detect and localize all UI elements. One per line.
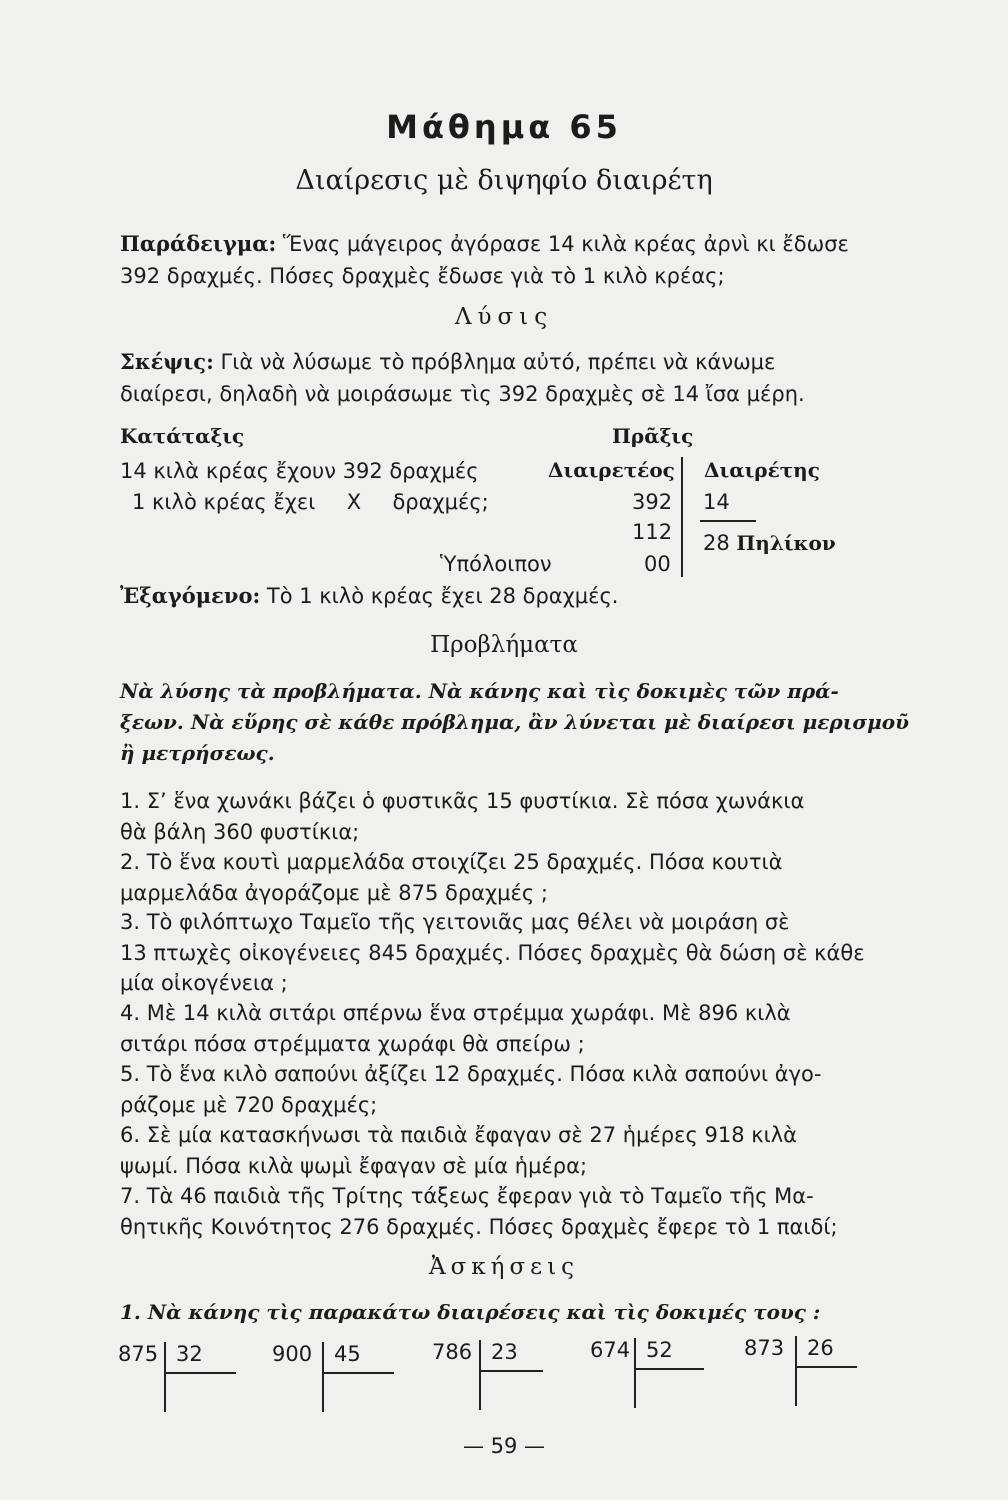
division-5-divisor: 26: [807, 1336, 834, 1360]
solution-heading: Λύσις: [454, 304, 554, 330]
operation-heading: Πρᾶξις: [612, 424, 694, 448]
lesson-title: Μάθημα 65: [386, 108, 622, 146]
instructions-line-3: ἢ μετρήσεως.: [120, 741, 275, 765]
division-1-dividend: 875: [118, 1342, 159, 1366]
problem-3-line-2: 13 πτωχὲς οἰκογένειες 845 δραχμές. Πόσες δραχμὲς θὰ δώση σὲ κάθε: [120, 941, 865, 965]
division-3-dividend: 786: [432, 1340, 473, 1364]
division-5-vertical-rule: [795, 1336, 797, 1406]
division-1-divisor: 32: [176, 1342, 203, 1366]
quotient-label: Πηλίκον: [736, 531, 836, 555]
division-4-underline: [634, 1368, 704, 1370]
problem-7-line-2: θητικῆς Κοινότητος 276 δραχμές. Πόσες δραχμὲς ἔφερε τὸ 1 παιδί;: [120, 1215, 838, 1239]
problem-3-line-1: 3. Τὸ φιλόπτωχο Ταμεῖο τῆς γειτονιᾶς μας θέλει νὰ μοιράση σὲ: [120, 910, 790, 934]
problem-3-line-3: μία οἰκογένεια ;: [120, 971, 288, 995]
divisor-underline: [700, 520, 756, 522]
partial-remainder: 112: [632, 520, 673, 544]
instructions-line-2: ξεων. Νὰ εὕρης σὲ κάθε πρόβλημα, ἂν λύνεται μὲ διαίρεσι μερισμοῦ: [120, 710, 910, 734]
example-line-1: [120, 229, 849, 259]
division-4-divisor: 52: [646, 1338, 673, 1362]
exercises-heading: Ἀσκήσεις: [429, 1254, 579, 1280]
problem-2-line-2: μαρμελάδα ἀγοράζομε μὲ 875 δραχμές ;: [120, 881, 548, 905]
arrangement-line-1: 14 κιλὰ κρέας ἔχουν 392 δραχμές: [120, 459, 479, 483]
divisor-value: 14: [703, 490, 730, 514]
result-text: Τὸ 1 κιλὸ κρέας ἔχει 28 δραχμές.: [266, 584, 619, 608]
problem-4-line-1: 4. Μὲ 14 κιλὰ σιτάρι σπέρνω ἕνα στρέμμα χωράφι. Μὲ 896 κιλὰ: [120, 1001, 791, 1025]
thinking-label: Σκέψις:: [120, 349, 214, 374]
arrangement-line-2: [132, 487, 489, 517]
example-label: Παράδειγμα:: [120, 231, 277, 256]
problem-2-line-1: 2. Τὸ ἕνα κουτὶ μαρμελάδα στοιχίζει 25 δραχμές. Πόσα κουτιὰ: [120, 850, 783, 874]
thinking-line-1: [120, 347, 775, 377]
problem-4-line-2: σιτάρι πόσα στρέμματα χωράφι θὰ σπείρω ;: [120, 1032, 585, 1056]
division-2-dividend: 900: [272, 1342, 313, 1366]
page-number: — 59 —: [462, 1434, 546, 1458]
remainder-value: 00: [644, 552, 671, 576]
thinking-text-1: Γιὰ νὰ λύσωμε τὸ πρόβλημα αὐτό, πρέπει νὰ κάνωμε: [220, 350, 776, 374]
instructions-line-1: Νὰ λύσης τὰ προβλήματα. Νὰ κάνης καὶ τὶς δοκιμὲς τῶν πρά-: [120, 679, 839, 703]
dividend-value: 392: [632, 490, 673, 514]
result-label: Ἐξαγόμενο:: [120, 583, 261, 608]
remainder-label: Ὑπόλοιπον: [440, 552, 552, 576]
division-1-underline: [164, 1372, 236, 1374]
problem-1-line-2: θὰ βάλη 360 φυστίκια;: [120, 820, 360, 844]
division-4-dividend: 674: [590, 1338, 631, 1362]
division-4-vertical-rule: [634, 1338, 636, 1408]
problem-5-line-1: 5. Τὸ ἕνα κιλὸ σαπούνι ἀξίζει 12 δραχμές. Πόσα κιλὰ σαπούνι ἀγο-: [120, 1062, 822, 1086]
arrangement-line-2-start: 1 κιλὸ κρέας ἔχει: [132, 490, 316, 514]
division-2-underline: [322, 1372, 394, 1374]
division-1-vertical-rule: [164, 1342, 166, 1412]
quotient-line: [703, 528, 836, 558]
problem-6-line-2: ψωμί. Πόσα κιλὰ ψωμὶ ἔφαγαν σὲ μία ἡμέρα;: [120, 1154, 588, 1178]
problem-5-line-2: ράζομε μὲ 720 δραχμές;: [120, 1093, 378, 1117]
division-3-vertical-rule: [479, 1340, 481, 1410]
example-text-1: Ἕνας μάγειρος ἀγόρασε 14 κιλὰ κρέας ἀρνὶ κι ἔδωσε: [282, 232, 849, 256]
division-3-underline: [479, 1370, 543, 1372]
quotient-value: 28: [703, 531, 730, 555]
result-line: [120, 581, 619, 611]
arrangement-heading: Κατάταξις: [120, 424, 245, 448]
division-vertical-rule: [681, 457, 683, 577]
divisor-label: Διαιρέτης: [704, 458, 820, 482]
problem-1-line-1: 1. Σ’ ἕνα χωνάκι βάζει ὁ φυστικᾶς 15 φυστίκια. Σὲ πόσα χωνάκια: [120, 789, 805, 813]
problem-7-line-1: 7. Τὰ 46 παιδιὰ τῆς Τρίτης τάξεως ἔφεραν γιὰ τὸ Ταμεῖο τῆς Μα-: [120, 1184, 814, 1208]
exercise-instruction: 1. Νὰ κάνης τὶς παρακάτω διαιρέσεις καὶ τὶς δοκιμές τους :: [120, 1300, 821, 1324]
division-5-dividend: 873: [744, 1336, 785, 1360]
lesson-subtitle: Διαίρεσις μὲ διψηφίο διαιρέτη: [295, 165, 713, 196]
problem-6-line-1: 6. Σὲ μία κατασκήνωσι τὰ παιδιὰ ἔφαγαν σὲ 27 ἡμέρες 918 κιλὰ: [120, 1123, 797, 1147]
division-5-underline: [795, 1366, 857, 1368]
division-2-vertical-rule: [322, 1342, 324, 1412]
division-3-divisor: 23: [491, 1340, 518, 1364]
problems-heading: Προβλήματα: [430, 632, 578, 658]
thinking-line-2: διαίρεσι, δηλαδὴ νὰ μοιράσωμε τὶς 392 δραχμὲς σὲ 14 ἴσα μέρη.: [120, 382, 805, 406]
division-2-divisor: 45: [334, 1342, 361, 1366]
unknown-x: X: [346, 490, 362, 514]
arrangement-line-2-end: δραχμές;: [392, 490, 489, 514]
dividend-label: Διαιρετέος: [548, 458, 675, 482]
example-line-2: 392 δραχμές. Πόσες δραχμὲς ἔδωσε γιὰ τὸ 1 κιλὸ κρέας;: [120, 264, 725, 288]
